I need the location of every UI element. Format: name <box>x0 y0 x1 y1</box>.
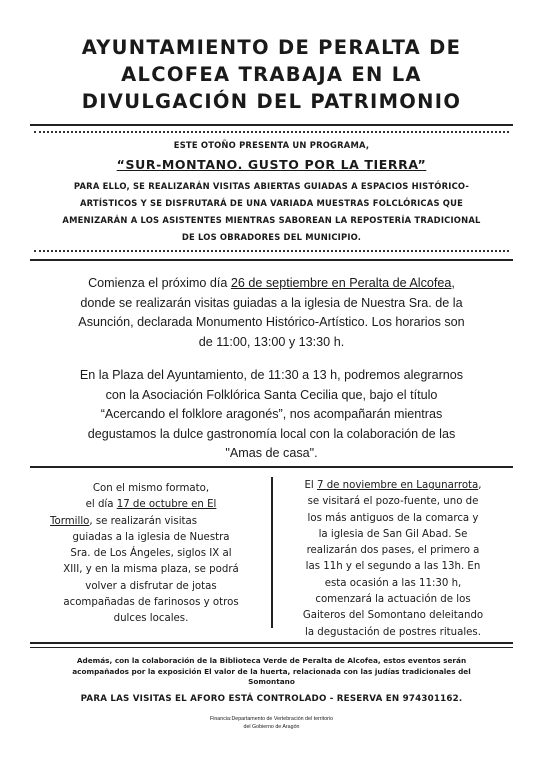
section1-text: , <box>451 276 455 290</box>
program-name <box>30 156 513 175</box>
right-column-line: las 11h y el segundo a las 13h. En <box>305 561 481 573</box>
left-column <box>40 481 262 628</box>
right-column-line: esta ocasión a las 11:30 h, <box>324 577 462 589</box>
funding-credit <box>150 716 393 731</box>
divider <box>30 642 513 644</box>
right-column <box>280 478 506 641</box>
left-column-line: acompañadas de farinosos y otros <box>63 597 239 609</box>
intro-line: AMENIZARÁN A LOS ASISTENTES MIENTRAS SABOREAN LA REPOSTERÍA TRADICIONAL <box>62 215 481 225</box>
left-column-line: guiadas a la iglesia de Nuestra <box>72 531 230 543</box>
column-divider <box>271 477 273 628</box>
divider <box>30 466 513 468</box>
right-column-line: la iglesia de San Gil Abad. Se <box>318 528 468 540</box>
left-column-line: Sra. de Los Ángeles, siglos IX al <box>70 548 232 560</box>
right-column-text: , <box>478 480 482 491</box>
right-column-line: se visitará el pozo-fuente, uno de <box>307 496 479 508</box>
date-link-tormillo: 17 de octubre en El <box>116 499 217 511</box>
section2-line: con la Asociación Folklórica Santa Cecilia que, bajo el título <box>105 387 438 402</box>
section1-text: Comienza el próximo día <box>88 276 231 290</box>
left-column-line: volver a disfrutar de jotas <box>85 580 217 592</box>
right-column-line: comenzará la actuación de los <box>315 594 471 606</box>
right-column-line: la degustación de postres rituales. <box>305 626 481 638</box>
left-column-line: Con el mismo formato, <box>92 483 210 494</box>
left-column-text: el día <box>85 499 117 511</box>
left-column-line: XIII, y en la misma plaza, se podrá <box>63 564 239 576</box>
divider <box>30 259 513 261</box>
footer-line: Somontano <box>248 677 295 686</box>
intro-line: PARA ELLO, SE REALIZARÁN VISITAS ABIERTAS GUIADAS A ESPACIOS HISTÓRICO- <box>73 181 470 191</box>
date-link-lagunarrota: 7 de noviembre en Lagunarrota <box>316 480 479 491</box>
program-name-text: “SUR-MONTANO. GUSTO POR LA TIERRA” <box>116 157 427 172</box>
left-column-line <box>40 514 262 530</box>
title-line: ALCOFEA TRABAJA EN LA <box>121 63 422 86</box>
date-link-peralta: 26 de septiembre en Peralta de Alcofea <box>230 276 452 290</box>
intro-line: ESTE OTOÑO PRESENTA UN PROGRAMA, <box>173 140 370 150</box>
section2-line: degustamos la dulce gastronomía local con la colaboración de las <box>87 426 456 441</box>
dotted-divider <box>34 131 509 133</box>
right-column-text: El <box>304 480 317 491</box>
place-link-tormillo: Tormillo <box>50 515 90 527</box>
footer-line: acompañados por la exposición El valor de la huerta, relacionada con las judías tradicionales del <box>72 666 471 676</box>
intro-line: DE LOS OBRADORES DEL MUNICIPIO. <box>181 232 362 242</box>
right-column-line: los más antiguos de la comarca y <box>307 512 479 524</box>
section1-line <box>34 274 509 294</box>
section2-line: “Acercando el folklore aragonés”, nos acompañarán mientras <box>100 407 443 421</box>
title-line: DIVULGACIÓN DEL PATRIMONIO <box>81 90 462 113</box>
title-line: AYUNTAMIENTO DE PERALTA DE <box>81 36 462 59</box>
reservation-notice: PARA LAS VISITAS EL AFORO ESTÁ CONTROLADO - RESERVA EN 974301162. <box>80 694 463 704</box>
dotted-divider <box>34 250 509 252</box>
section1-line: Asunción, declarada Monumento Histórico-Artístico. Los horarios son <box>78 315 465 329</box>
divider <box>30 124 513 126</box>
divider <box>30 647 513 648</box>
section1-line: de 11:00, 13:00 y 13:30 h. <box>198 334 345 349</box>
funding-line: Financia:Departamento de Vertebración del territorio <box>209 716 334 722</box>
left-column-text: , se realizarán visitas <box>89 515 198 527</box>
left-column-line <box>40 497 262 513</box>
section1-line: donde se realizarán visitas guiadas a la iglesia de Nuestra Sra. de la <box>80 295 463 310</box>
left-column-line: dulces locales. <box>113 613 189 625</box>
section2-line: "Amas de casa". <box>225 446 318 460</box>
section2-line: En la Plaza del Ayuntamiento, de 11:30 a 13 h, podremos alegrarnos <box>79 368 464 382</box>
funding-line: del Gobierno de Aragón <box>243 723 300 730</box>
intro-line: ARTÍSTICOS Y SE DISFRUTARÁ DE UNA VARIADA MUESTRAS FOLCLÓRICAS QUE <box>79 198 464 208</box>
right-column-line: realizarán dos pases, el primero a <box>306 545 480 557</box>
right-column-line: Gaiteros del Somontano deleitando <box>302 610 484 622</box>
page-title <box>30 34 513 115</box>
right-column-line <box>280 478 506 494</box>
footer-line: Además, con la colaboración de la Biblioteca Verde de Peralta de Alcofea, estos eventos serán <box>76 656 467 665</box>
